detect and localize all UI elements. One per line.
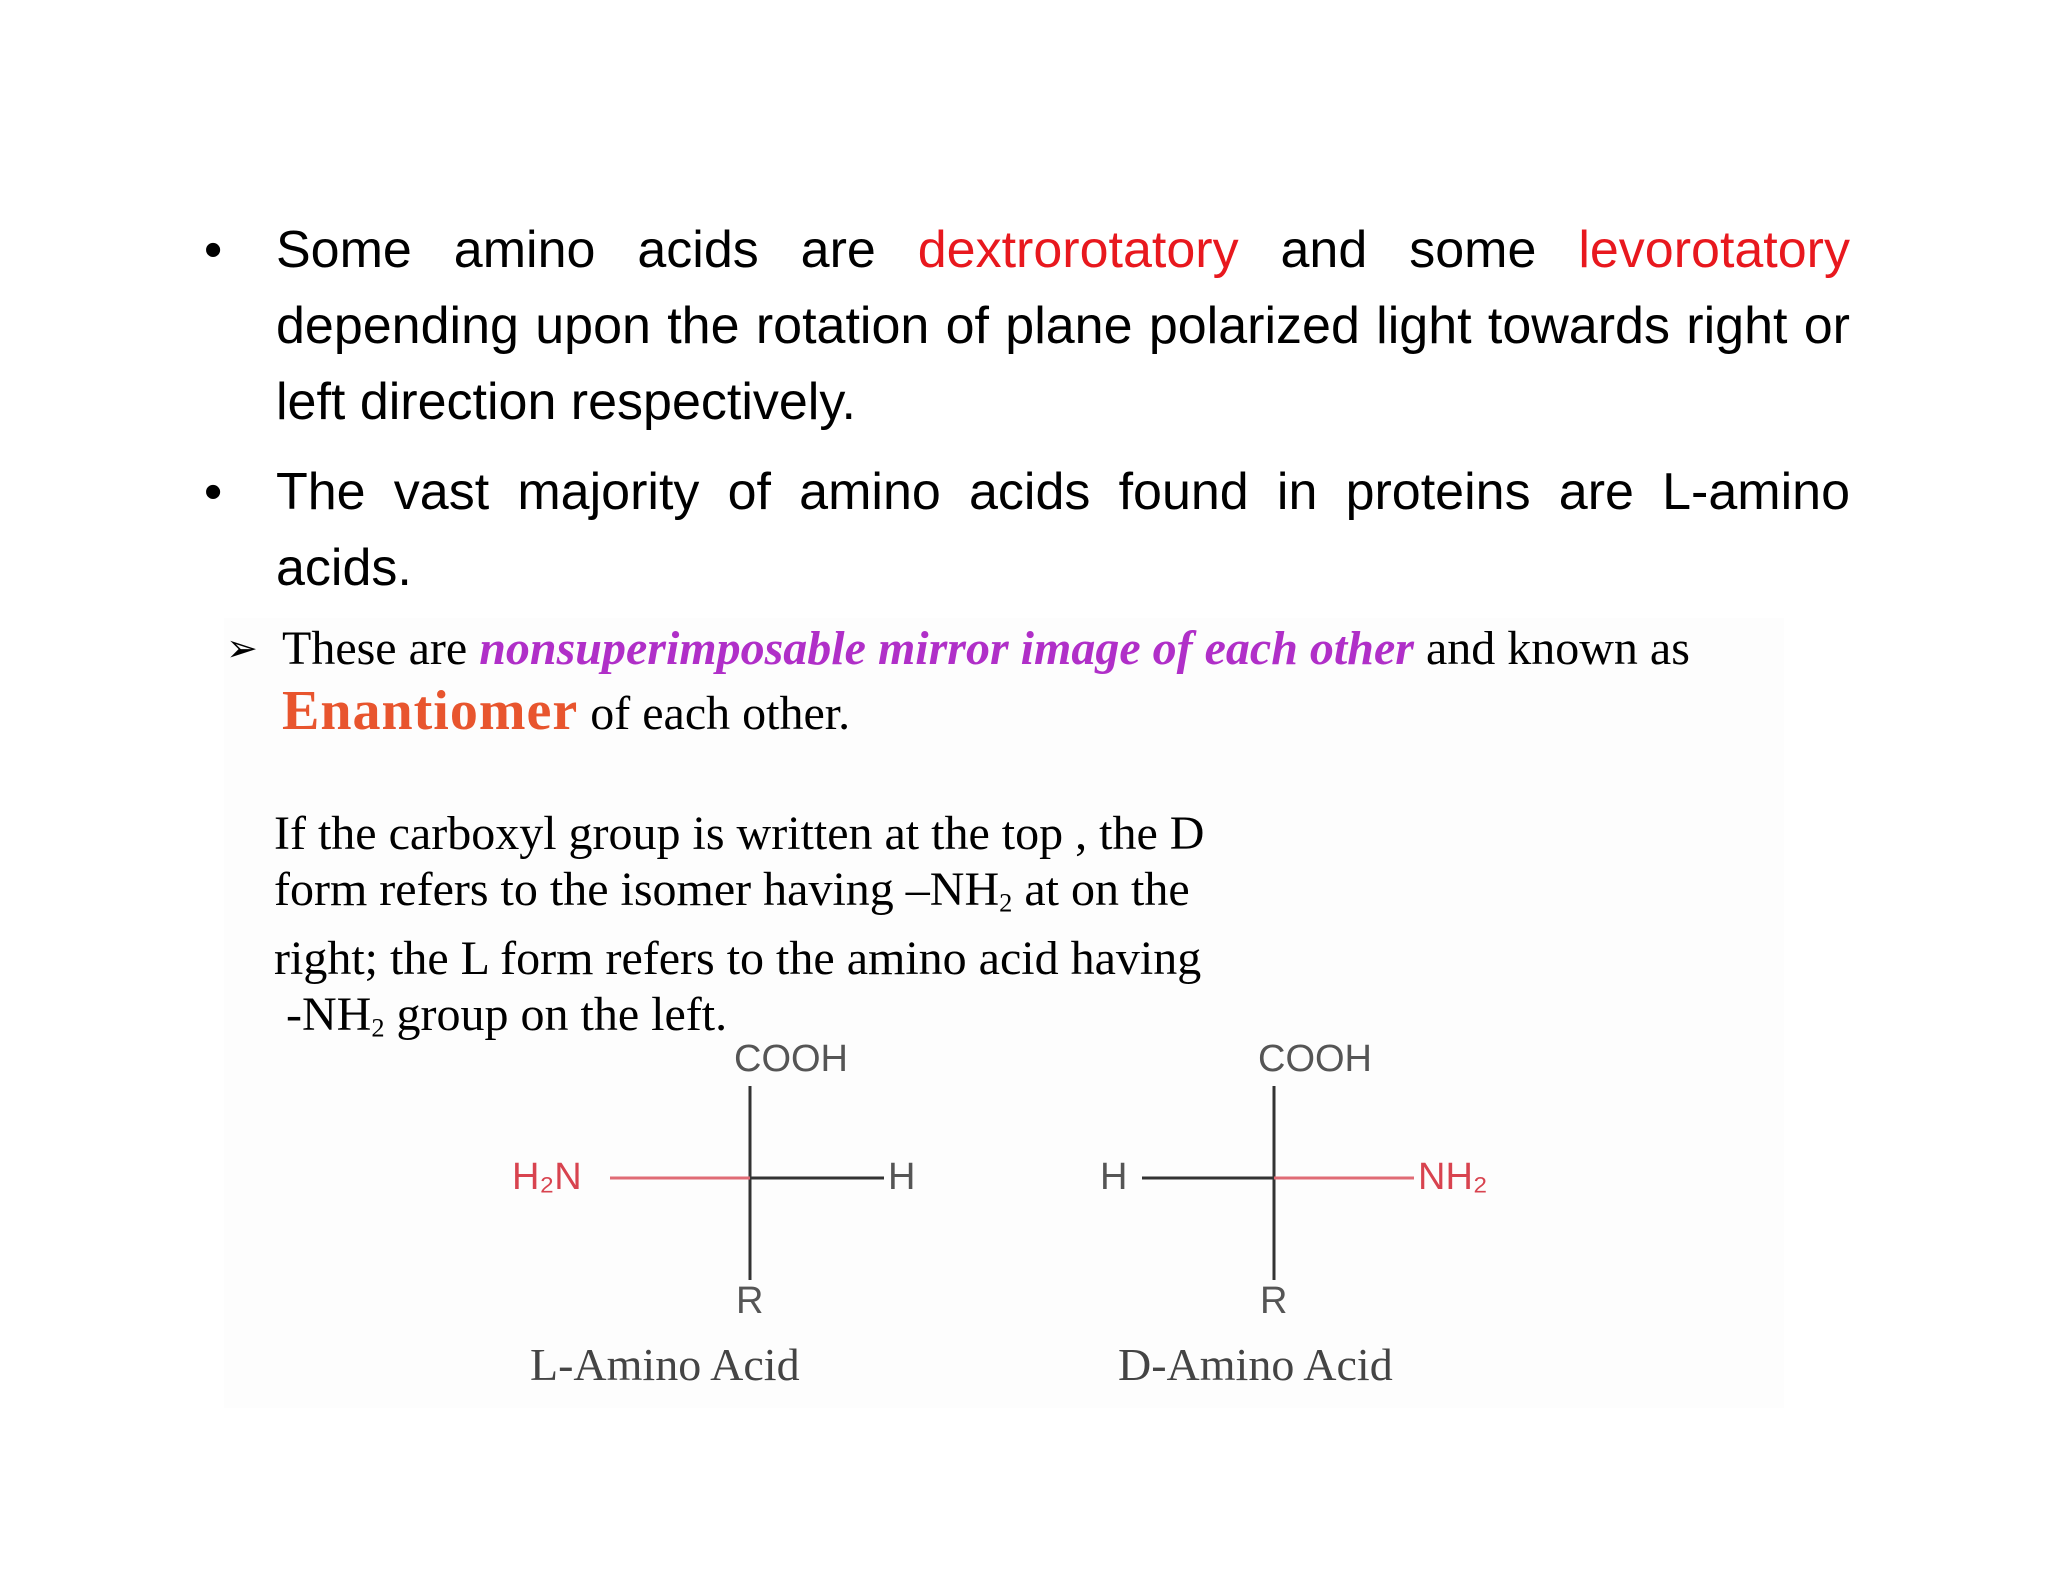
embedded-figure	[224, 618, 1784, 1408]
bullet-text-part: Some amino acids are	[276, 221, 918, 279]
subscript: 2	[999, 887, 1013, 918]
l-form-bottom-group: R	[736, 1280, 764, 1322]
l-form-caption: L-Amino Acid	[530, 1339, 800, 1390]
d-form-bottom-group: R	[1260, 1280, 1288, 1322]
bullet-text-part: and some	[1238, 221, 1579, 279]
term-dextrorotatory: dextrorotatory	[917, 221, 1239, 279]
term-enantiomer: Enantiomer	[282, 680, 579, 742]
rule-line: If the carboxyl group is written at the top , the D	[274, 807, 1205, 860]
text-part: These are	[282, 622, 480, 675]
bullet-item-optical-rotation	[200, 212, 1850, 440]
rule-line: right; the L form refers to the amino acid having	[274, 931, 1202, 985]
bullet-marker: •	[204, 463, 223, 521]
bullet-text: The vast majority of amino acids found in proteins are L-amino acids.	[276, 463, 1850, 597]
bullet-item-l-amino-acids	[200, 454, 1850, 606]
d-form-top-group: COOH	[1258, 1038, 1372, 1080]
term-mirror-image: nonsuperimposable mirror image of each other	[479, 622, 1414, 675]
d-form-right-group: NH₂	[1418, 1156, 1488, 1198]
text-part: -NH	[286, 987, 372, 1041]
text-part: of each other.	[578, 687, 851, 740]
l-form-right-group: H	[888, 1156, 916, 1198]
l-form-top-group: COOH	[734, 1038, 848, 1080]
bullet-marker: •	[204, 221, 223, 279]
d-form-caption: D-Amino Acid	[1118, 1339, 1393, 1390]
text-part: at on the	[1012, 863, 1190, 916]
arrow-bullet-icon: ➢	[226, 628, 258, 670]
fischer-bonds	[224, 618, 1784, 1408]
text-part: and known as	[1413, 622, 1690, 675]
term-levorotatory: levorotatory	[1578, 221, 1850, 279]
d-form-left-group: H	[1100, 1156, 1128, 1198]
bullet-text-part: depending upon the rotation of plane polarized light towards right or left direction respectively.	[276, 297, 1850, 431]
bullet-list	[200, 212, 1850, 620]
subscript: 2	[371, 1012, 385, 1043]
text-part: form refers to the isomer having –NH	[274, 863, 1000, 916]
text-part: group on the left.	[384, 987, 728, 1041]
l-form-left-group: H₂N	[512, 1156, 582, 1198]
